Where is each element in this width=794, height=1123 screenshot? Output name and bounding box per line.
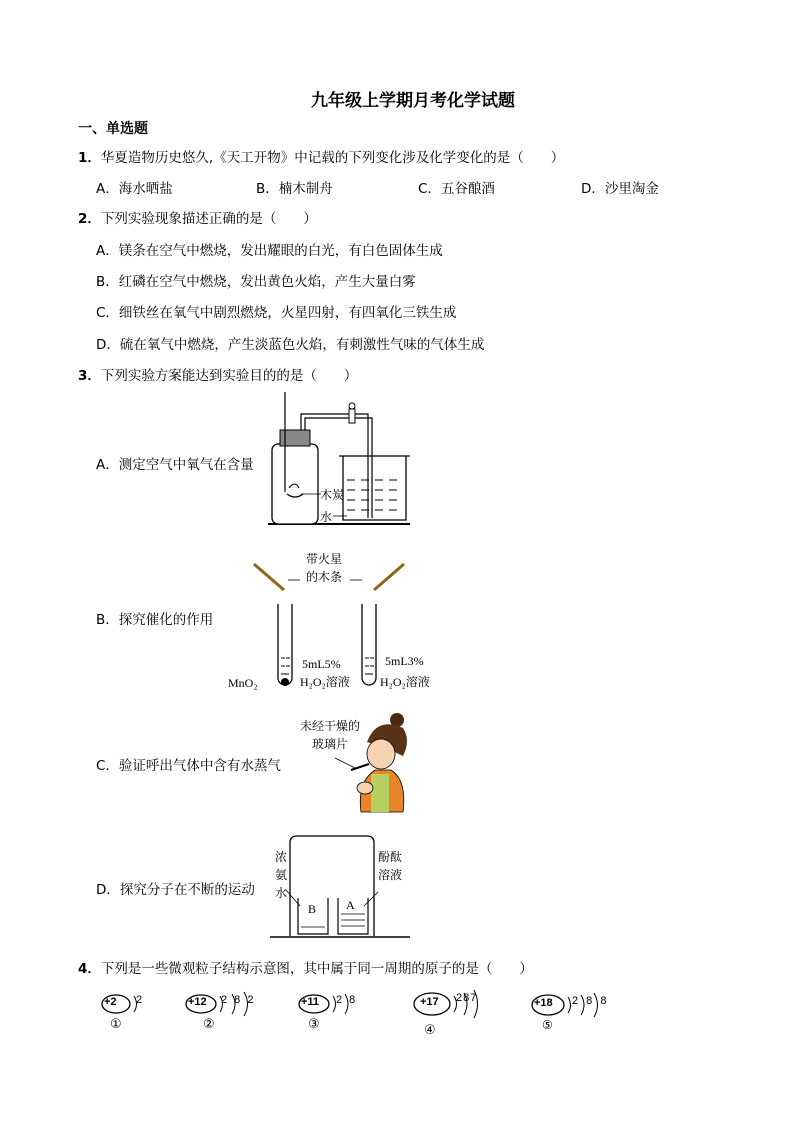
q1-option-d[interactable]: D．沙里淘金	[581, 181, 659, 197]
shell-electrons: 2	[136, 994, 143, 1006]
q1-option-a[interactable]: A．海水晒盐	[96, 181, 173, 197]
phenolphthalein-label: 溶液	[378, 868, 403, 882]
tube2-solution-label: H₂O₂溶液	[380, 675, 430, 689]
q3-option-b[interactable]: B．探究催化的作用	[96, 612, 214, 628]
beaker-b-label: B	[308, 902, 317, 916]
q2-option-c[interactable]: C．细铁丝在氧气中剧烈燃烧，火星四射，有四氧化三铁生成	[96, 305, 457, 321]
ammonia-label: 水	[275, 886, 288, 900]
question-2	[78, 207, 317, 227]
glass-label: 未经干燥的	[300, 719, 361, 733]
q3-option-d[interactable]: D．探究分子在不断的运动	[96, 882, 255, 898]
question-number: 1．	[78, 150, 101, 166]
tube2-volume-label: 5mL3%	[385, 654, 424, 668]
nucleus-charge: +11	[301, 996, 320, 1008]
shell-electrons: 2 8 8	[572, 995, 607, 1007]
question-1	[78, 146, 564, 166]
section-heading: 一、单选题	[78, 121, 148, 137]
tube1-volume-label: 5mL5%	[302, 657, 341, 671]
atom-mark: ②	[203, 1016, 215, 1031]
q2-option-d[interactable]: D．硫在氧气中燃烧，产生淡蓝色火焰，有刺激性气味的气体生成	[96, 337, 485, 353]
water-label: 水	[320, 510, 333, 524]
q3-option-a[interactable]: A．测定空气中氧气在含量	[96, 457, 254, 473]
nucleus-charge: +12	[188, 996, 207, 1008]
glass-label: 玻璃片	[312, 737, 349, 751]
nucleus-charge: +17	[420, 996, 439, 1008]
question-number: 3．	[78, 368, 101, 384]
atom-mark: ④	[424, 1022, 436, 1037]
tube1-solution-label: H₂O₂溶液	[300, 675, 350, 689]
atom-diagram-5	[530, 992, 615, 1042]
question-number: 4．	[78, 961, 101, 977]
phenolphthalein-label: 酚酞	[378, 850, 403, 864]
atom-diagram-1	[100, 992, 160, 1042]
mno2-label: MnO₂	[228, 676, 258, 690]
q1-option-b[interactable]: B．楠木制舟	[256, 181, 333, 197]
question-3	[78, 364, 357, 384]
atom-diagram-4	[412, 990, 492, 1042]
atom-mark: ⑤	[542, 1018, 553, 1032]
atom-diagram-2	[185, 992, 265, 1042]
page-title: 九年级上学期月考化学试题	[311, 91, 515, 111]
q1-option-c[interactable]: C．五谷酿酒	[418, 181, 495, 197]
beaker-a-label: A	[346, 898, 355, 912]
q3-option-c[interactable]: C．验证呼出气体中含有水蒸气	[96, 758, 281, 774]
shell-electrons: 2 8	[336, 994, 356, 1006]
nucleus-charge: +18	[534, 997, 553, 1009]
girl-breathing-illustration	[345, 712, 415, 814]
atom-mark: ①	[110, 1016, 122, 1031]
atom-mark: ③	[308, 1016, 320, 1031]
atom-diagram-3	[298, 992, 368, 1042]
charcoal-label: 木炭	[320, 488, 345, 502]
ammonia-label: 浓	[275, 850, 288, 864]
question-stem: 下列实验现象描述正确的是（ ）	[100, 211, 317, 227]
question-stem: 下列是一些微观粒子结构示意图，其中属于同一周期的原子的是（ ）	[100, 961, 533, 977]
oxygen-measurement-apparatus	[265, 392, 415, 528]
question-number: 2．	[78, 211, 101, 227]
shell-electrons: 2 8 2	[221, 994, 254, 1006]
nucleus-charge: +2	[104, 996, 117, 1008]
q2-option-a[interactable]: A．镁条在空气中燃烧，发出耀眼的白光，有白色固体生成	[96, 243, 443, 259]
question-stem: 华夏造物历史悠久,《天工开物》中记载的下列变化涉及化学变化的是（ ）	[100, 150, 565, 166]
glowing-splint-label: 带火星	[306, 552, 343, 566]
question-4	[78, 957, 533, 977]
question-stem: 下列实验方案能达到实验目的的是（ ）	[100, 368, 358, 384]
ammonia-label: 氨	[275, 868, 288, 882]
shell-electrons: 287	[456, 992, 478, 1004]
glowing-splint-label: 的木条	[306, 570, 343, 584]
q2-option-b[interactable]: B．红磷在空气中燃烧，发出黄色火焰，产生大量白雾	[96, 274, 416, 290]
